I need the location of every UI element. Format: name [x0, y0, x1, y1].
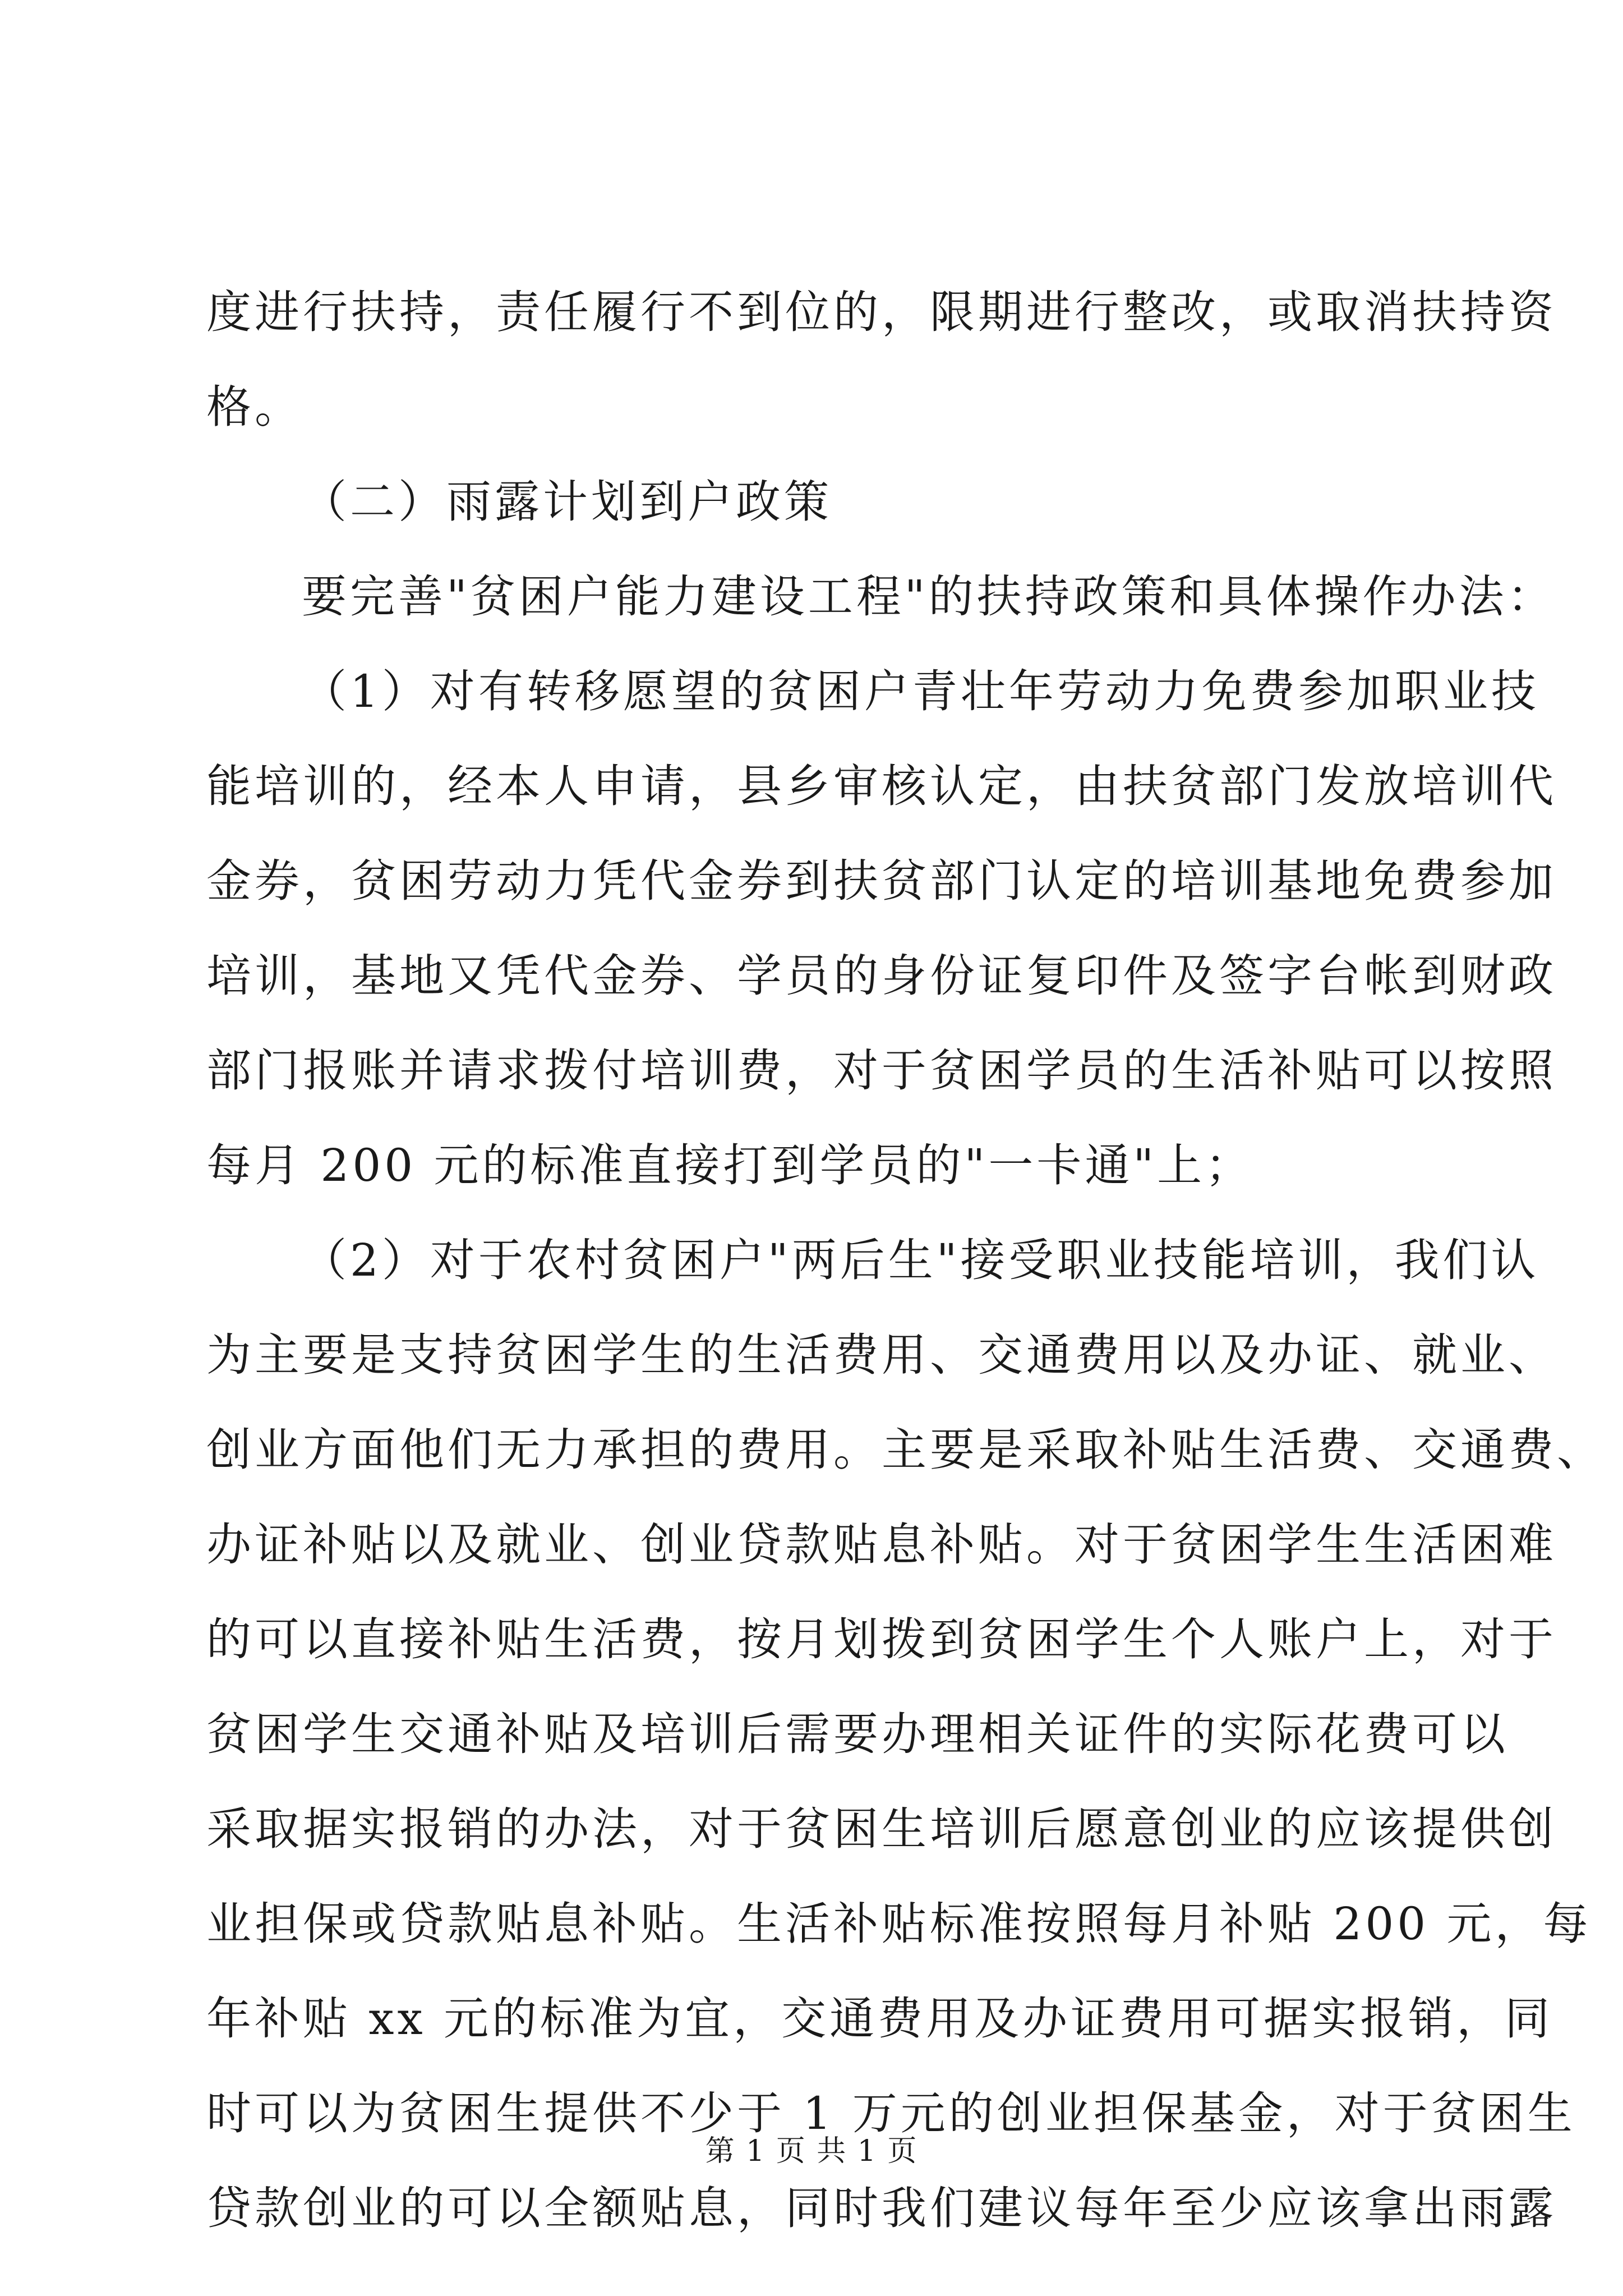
text-line: 时可以为贫困生提供不少于 1 万元的创业担保基金，对于贫困生: [206, 2087, 1576, 2139]
text-line: 办证补贴以及就业、创业贷款贴息补贴。对于贫困学生生活困难: [206, 1519, 1557, 1571]
text-line: 要完善"贫困户能力建设工程"的扶持政策和具体操作办法：: [302, 570, 1556, 623]
text-line: 每月 200 元的标准直接打到学员的"一卡通"上；: [206, 1139, 1254, 1191]
text-line: 创业方面他们无力承担的费用。主要是采取补贴生活费、交通费、: [206, 1424, 1605, 1476]
text-line: 采取据实报销的办法，对于贫困生培训后愿意创业的应该提供创: [206, 1803, 1557, 1855]
text-line: 金券，贫困劳动力凭代金券到扶贫部门认定的培训基地免费参加: [206, 855, 1557, 907]
text-line: 的可以直接补贴生活费，按月划拨到贫困学生个人账户上，对于: [206, 1613, 1557, 1665]
document-body: [206, 265, 1605, 2256]
text-line: 培训，基地又凭代金券、学员的身份证复印件及签字台帐到财政: [206, 950, 1557, 1002]
text-line: 度进行扶持，责任履行不到位的，限期进行整改，或取消扶持资: [206, 286, 1557, 338]
text-line: 为主要是支持贫困学生的生活费用、交通费用以及办证、就业、: [206, 1329, 1557, 1381]
text-line: 贷款创业的可以全额贴息，同时我们建议每年至少应该拿出雨露: [206, 2182, 1557, 2234]
text-line: 部门报账并请求拨付培训费，对于贫困学员的生活补贴可以按照: [206, 1045, 1557, 1097]
text-line: 贫困学生交通补贴及培训后需要办理相关证件的实际花费可以: [206, 1708, 1509, 1760]
text-line: （1）对有转移愿望的贫困户青壮年劳动力免费参加职业技: [302, 665, 1539, 717]
text-line: （2）对于农村贫困户"两后生"接受职业技能培训，我们认: [302, 1234, 1539, 1286]
text-line: 格。: [206, 381, 303, 433]
page-footer: [0, 2132, 1623, 2171]
page-number-label: 第 1 页 共 1 页: [705, 2134, 918, 2168]
text-line: 能培训的，经本人申请，县乡审核认定，由扶贫部门发放培训代: [206, 760, 1557, 812]
text-line: 年补贴 xx 元的标准为宜，交通费用及办证费用可据实报销，同: [206, 1993, 1553, 2045]
section-heading: （二）雨露计划到户政策: [302, 476, 832, 528]
text-line: 业担保或贷款贴息补贴。生活补贴标准按照每月补贴 200 元，每: [206, 1898, 1592, 1950]
